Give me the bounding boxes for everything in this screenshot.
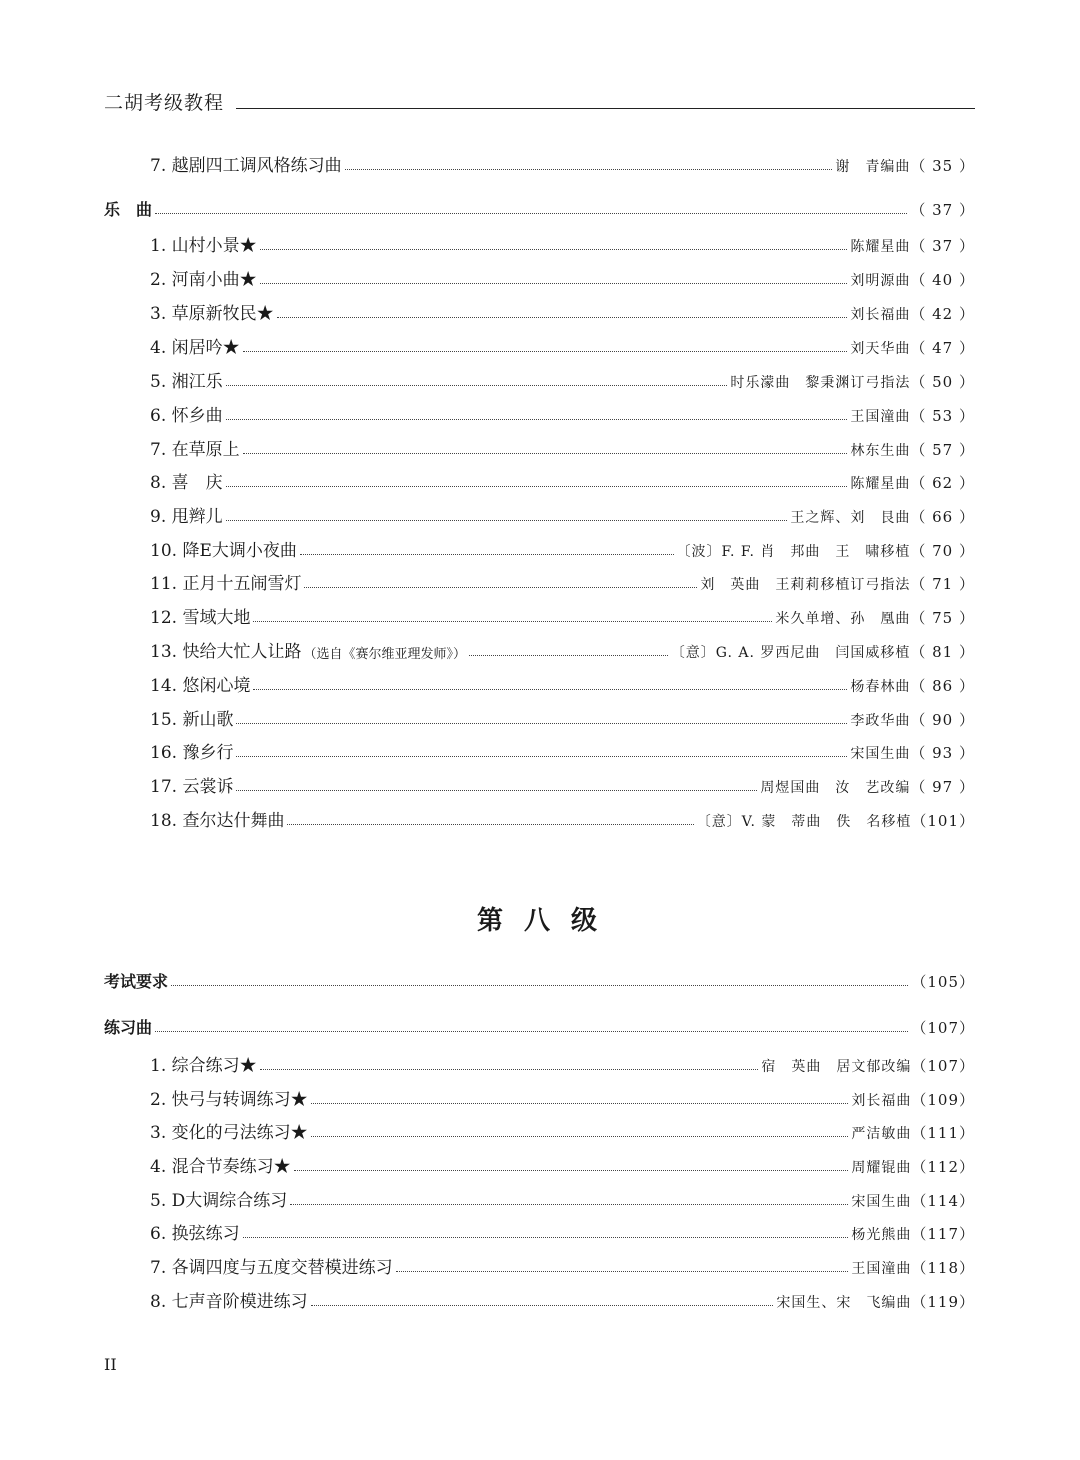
toc-entry-credit: 刘长福曲: [850, 307, 911, 323]
toc-entry: [150, 636, 975, 662]
toc-entry-page: （ 57 ）: [910, 441, 975, 459]
dot-leader: [300, 554, 674, 555]
page-folio: II: [104, 1355, 117, 1374]
toc-entry-title: 10. 降E大调小夜曲: [150, 541, 297, 561]
toc-entry-page: （ 62 ）: [910, 474, 975, 492]
toc-entry-title: 18. 查尔达什舞曲: [150, 811, 285, 831]
toc-entry-page: （ 37 ）: [910, 237, 975, 255]
toc-entry: [150, 1252, 975, 1278]
toc-entry-title: 8. 七声音阶模进练习: [150, 1292, 308, 1312]
toc-entry-title: 2. 河南小曲★: [150, 270, 257, 290]
toc-entry-page: （112）: [911, 1158, 975, 1176]
toc-entry-credit: 〔意〕G. A. 罗西尼曲 闫国威移植: [670, 645, 911, 661]
toc-entry: [150, 704, 975, 730]
toc-entry: [150, 1084, 975, 1110]
toc-entry-credit: 刘 英曲 王莉莉移植订弓指法: [700, 577, 911, 593]
toc-entry-title: 7. 在草原上: [150, 440, 240, 460]
toc-entry-page: （ 93 ）: [910, 744, 975, 762]
header-rule: [236, 108, 975, 109]
toc-entry-credit: 宿 英曲 居文郁改编: [761, 1059, 912, 1075]
toc-entry-title: 7. 各调四度与五度交替模进练习: [150, 1258, 393, 1278]
toc-entry-page: （ 53 ）: [910, 407, 975, 425]
toc-entry-page: （119）: [911, 1293, 975, 1311]
toc-entry-page: （ 47 ）: [910, 339, 975, 357]
dot-leader: [304, 587, 697, 588]
toc-entry: [150, 1286, 975, 1312]
toc-entry-title: 3. 草原新牧民★: [150, 304, 274, 324]
toc-entry-title: 6. 换弦练习: [150, 1224, 240, 1244]
dot-leader: [469, 655, 668, 656]
toc-entry: [150, 602, 975, 628]
dot-leader: [396, 1271, 849, 1272]
toc-entry-title: 11. 正月十五闹雪灯: [150, 574, 302, 594]
toc-entry: [150, 670, 975, 696]
dot-leader: [311, 1305, 774, 1306]
dot-leader: [311, 1136, 849, 1137]
toc-entry-page: （107）: [911, 1057, 975, 1075]
toc-entry: [150, 805, 975, 831]
dot-leader: [155, 1031, 908, 1032]
toc-entry-title: 12. 雪域大地: [150, 608, 251, 628]
toc-entry: [150, 400, 975, 426]
dot-leader: [243, 453, 848, 454]
toc-entry: [150, 467, 975, 493]
dot-leader: [236, 723, 847, 724]
toc-entry-title: 17. 云裳诉: [150, 777, 234, 797]
toc-entry: [150, 771, 975, 797]
toc-entry-credit: 〔波〕F. F. 肖 邦曲 王 啸移植: [676, 544, 911, 560]
toc-entry-page: （ 42 ）: [910, 305, 975, 323]
toc-entry: [150, 1218, 975, 1244]
toc-entry-page: （ 86 ）: [910, 677, 975, 695]
dot-leader: [311, 1103, 849, 1104]
toc-entry-title: 5. D大调综合练习: [150, 1191, 288, 1211]
toc-entry: [150, 366, 975, 392]
toc-entry-credit: 王国潼曲: [851, 1261, 912, 1277]
toc-entry-page: （ 97 ）: [910, 778, 975, 796]
dot-leader: [260, 283, 848, 284]
toc-entry-credit: 刘天华曲: [850, 341, 911, 357]
dot-leader: [345, 169, 833, 170]
toc-entry-title: 4. 混合节奏练习★: [150, 1157, 291, 1177]
toc-entry-title: 16. 豫乡行: [150, 743, 234, 763]
dot-leader: [243, 351, 848, 352]
toc-entry: [150, 568, 975, 594]
toc-entry-credit: 刘明源曲: [850, 273, 911, 289]
toc-entry-page: （118）: [911, 1259, 975, 1277]
toc-entry-page: （117）: [911, 1225, 975, 1243]
toc-entry-credit: 时乐濛曲 黎秉渊订弓指法: [730, 375, 911, 391]
dot-leader: [226, 419, 848, 420]
toc-entry-credit: 林东生曲: [850, 443, 911, 459]
toc-entry-page: （ 75 ）: [910, 609, 975, 627]
toc-entry-title: 13. 快给大忙人让路: [150, 642, 302, 662]
toc-entry: [150, 332, 975, 358]
toc-entry-title: 9. 甩辫儿: [150, 507, 223, 527]
toc-entry-title: 练习曲: [104, 1018, 153, 1037]
toc-entry-title: 6. 怀乡曲: [150, 406, 223, 426]
toc-entry-credit: 周耀锟曲: [851, 1160, 912, 1176]
toc-entry-credit: 谢 青编曲: [835, 159, 911, 175]
toc-entry-credit: 陈耀星曲: [850, 476, 911, 492]
toc-entry-title: 乐 曲: [104, 200, 153, 219]
toc-entry-title: 2. 快弓与转调练习★: [150, 1090, 308, 1110]
toc-entry-credit: 王国潼曲: [850, 409, 911, 425]
toc-entry: [150, 150, 975, 176]
dot-leader: [253, 621, 772, 622]
dot-leader: [236, 790, 757, 791]
toc-entry-title: 7. 越剧四工调风格练习曲: [150, 156, 342, 176]
toc-entry-page: （ 90 ）: [910, 711, 975, 729]
toc-entry-title: 3. 变化的弓法练习★: [150, 1123, 308, 1143]
toc-entry: [150, 264, 975, 290]
toc-entry-credit: 严洁敏曲: [851, 1126, 912, 1142]
toc-entry: [150, 1151, 975, 1177]
toc-entry-page: （ 50 ）: [910, 373, 975, 391]
toc-entry-page: （109）: [911, 1091, 975, 1109]
toc-entry: [150, 1117, 975, 1143]
toc-entry-note: （选自《赛尔维亚理发师》）: [303, 647, 466, 662]
dot-leader: [253, 689, 847, 690]
toc-entry-credit: 〔意〕V. 蒙 蒂曲 佚 名移植: [696, 814, 912, 830]
toc-entry-page: （ 70 ）: [910, 542, 975, 560]
toc-entry-title: 8. 喜 庆: [150, 473, 223, 493]
dot-leader: [260, 1069, 759, 1070]
toc-entry: [104, 194, 975, 220]
toc-entry-credit: 宋国生曲: [850, 746, 911, 762]
toc-entry-page: （107）: [911, 1019, 975, 1037]
header-title: 二胡考级教程: [104, 92, 225, 114]
toc-entry: [104, 966, 975, 992]
toc-entry-page: （ 40 ）: [910, 271, 975, 289]
dot-leader: [226, 385, 728, 386]
toc-entry-page: （105）: [911, 973, 975, 991]
toc-entry: [150, 298, 975, 324]
dot-leader: [277, 317, 848, 318]
dot-leader: [243, 1237, 849, 1238]
toc-entry-title: 14. 悠闲心境: [150, 676, 251, 696]
toc-entry: [150, 1185, 975, 1211]
toc-entry-title: 15. 新山歌: [150, 710, 234, 730]
toc-entry: [150, 230, 975, 256]
toc-entry-page: （111）: [911, 1124, 975, 1142]
dot-leader: [155, 213, 907, 214]
toc-entry-page: （ 71 ）: [910, 575, 975, 593]
toc-entry-credit: 刘长福曲: [851, 1093, 912, 1109]
toc-entry-credit: 王之辉、刘 艮曲: [790, 510, 911, 526]
toc-entry-title: 4. 闲居吟★: [150, 338, 240, 358]
section-title: 第 八 级: [476, 906, 604, 936]
toc-entry-credit: 杨春林曲: [850, 679, 911, 695]
toc-entry-page: （ 81 ）: [910, 643, 975, 661]
dot-leader: [287, 824, 693, 825]
dot-leader: [171, 985, 908, 986]
dot-leader: [226, 520, 788, 521]
toc-entry: [104, 1012, 975, 1038]
toc-entry-page: （ 35 ）: [910, 157, 975, 175]
toc-entry-credit: 陈耀星曲: [850, 239, 911, 255]
toc-entry-title: 考试要求: [104, 972, 169, 991]
toc-entry: [150, 1050, 975, 1076]
dot-leader: [226, 486, 848, 487]
toc-entry-title: 1. 山村小景★: [150, 236, 257, 256]
toc-entry-page: （ 66 ）: [910, 508, 975, 526]
toc-entry-credit: 宋国生曲: [851, 1194, 912, 1210]
dot-leader: [294, 1170, 849, 1171]
dot-leader: [236, 756, 847, 757]
toc-entry-credit: 李政华曲: [850, 713, 911, 729]
running-header: [104, 88, 975, 118]
toc-entry: [150, 501, 975, 527]
toc-entry-page: （ 37 ）: [910, 201, 975, 219]
toc-entry: [150, 737, 975, 763]
dot-leader: [260, 249, 848, 250]
toc-entry-credit: 杨光熊曲: [851, 1227, 912, 1243]
toc-entry-credit: 米久单增、孙 凰曲: [775, 611, 911, 627]
toc-entry-title: 5. 湘江乐: [150, 372, 223, 392]
toc-entry-page: （101）: [911, 812, 975, 830]
toc-entry: [150, 434, 975, 460]
toc-entry-page: （114）: [911, 1192, 975, 1210]
toc-entry: [150, 535, 975, 561]
toc-entry-title: 1. 综合练习★: [150, 1056, 257, 1076]
toc-entry-credit: 周煜国曲 汝 艺改编: [760, 780, 911, 796]
toc-entry-credit: 宋国生、宋 飞编曲: [776, 1295, 912, 1311]
dot-leader: [290, 1204, 848, 1205]
